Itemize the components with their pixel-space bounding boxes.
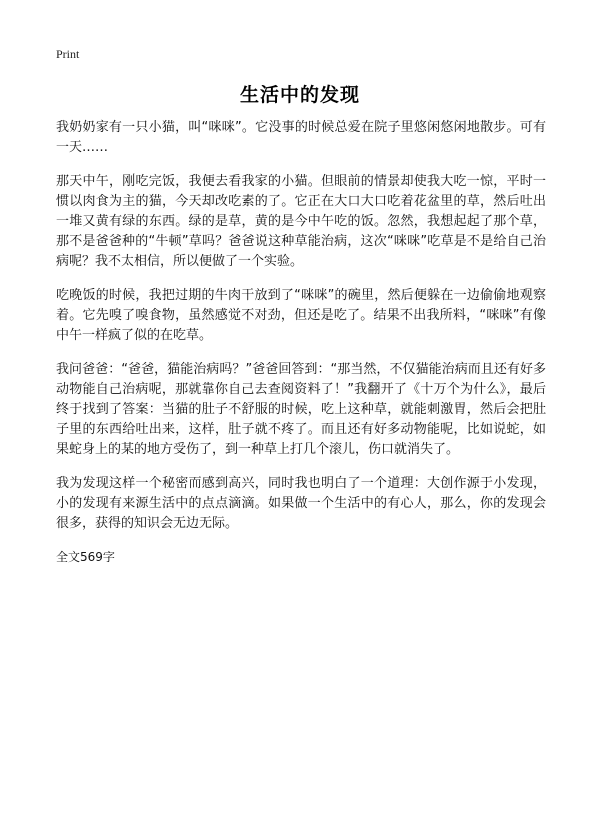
word-count: 全文569字 xyxy=(56,550,115,564)
article-paragraph: 那天中午，刚吃完饭，我便去看我家的小猫。但眼前的情景却使我大吃一惊，平时一惯以肉食为主的猫，今天却改吃素的了。它正在大口大口吃着花盆里的草，然后吐出一堆又黄有绿的东西。绿的是草，黄的是今中午吃的饭。忽然，我想起起了那个草，那不是爸爸种的“牛顿”草吗？爸爸说这种草能治病，这次“咪咪”吃草是不是给自己治病呢？我不太相信，所以便做了一个实验。 xyxy=(56,174,546,269)
article-paragraph: 我为发现这样一个秘密而感到高兴，同时我也明白了一个道理：大创作源于小发现，小的发现有来源生活中的点点滴滴。如果做一个生活中的有心人，那么，你的发现会很多，获得的知识会无边无际。 xyxy=(56,476,546,531)
article-paragraph: 我问爸爸：“爸爸，猫能治病吗？”爸爸回答到：“那当然，不仅猫能治病而且还有好多动物能自己治病呢，那就靠你自己去查阅资料了！”我翻开了《十万个为什么》，最后终于找到了答案：当猫的肚子不舒服的时候，吃上这种草，就能刺激胃，然后会把肚子里的东西给吐出来，这样，肚子就不疼了。而且还有好多动物能呢，比如说蛇，如果蛇身上的某的地方受伤了，到一种草上打几个滚儿，伤口就消失了。 xyxy=(56,362,546,457)
article-body xyxy=(56,118,546,566)
print-link[interactable]: Print xyxy=(56,47,80,61)
article-title: 生活中的发现 xyxy=(239,84,360,106)
article-paragraph: 我奶奶家有一只小猫，叫“咪咪”。它没事的时候总爱在院子里悠闲悠闲地散步。可有一天…… xyxy=(56,120,546,155)
article-paragraph: 吃晚饭的时候，我把过期的牛肉干放到了“咪咪”的碗里，然后便躲在一边偷偷地观察着。它先嗅了嗅食物，虽然感觉不对劲，但还是吃了。结果不出我所料，“咪咪”有像中午一样疯了似的在吃草。 xyxy=(56,288,546,343)
